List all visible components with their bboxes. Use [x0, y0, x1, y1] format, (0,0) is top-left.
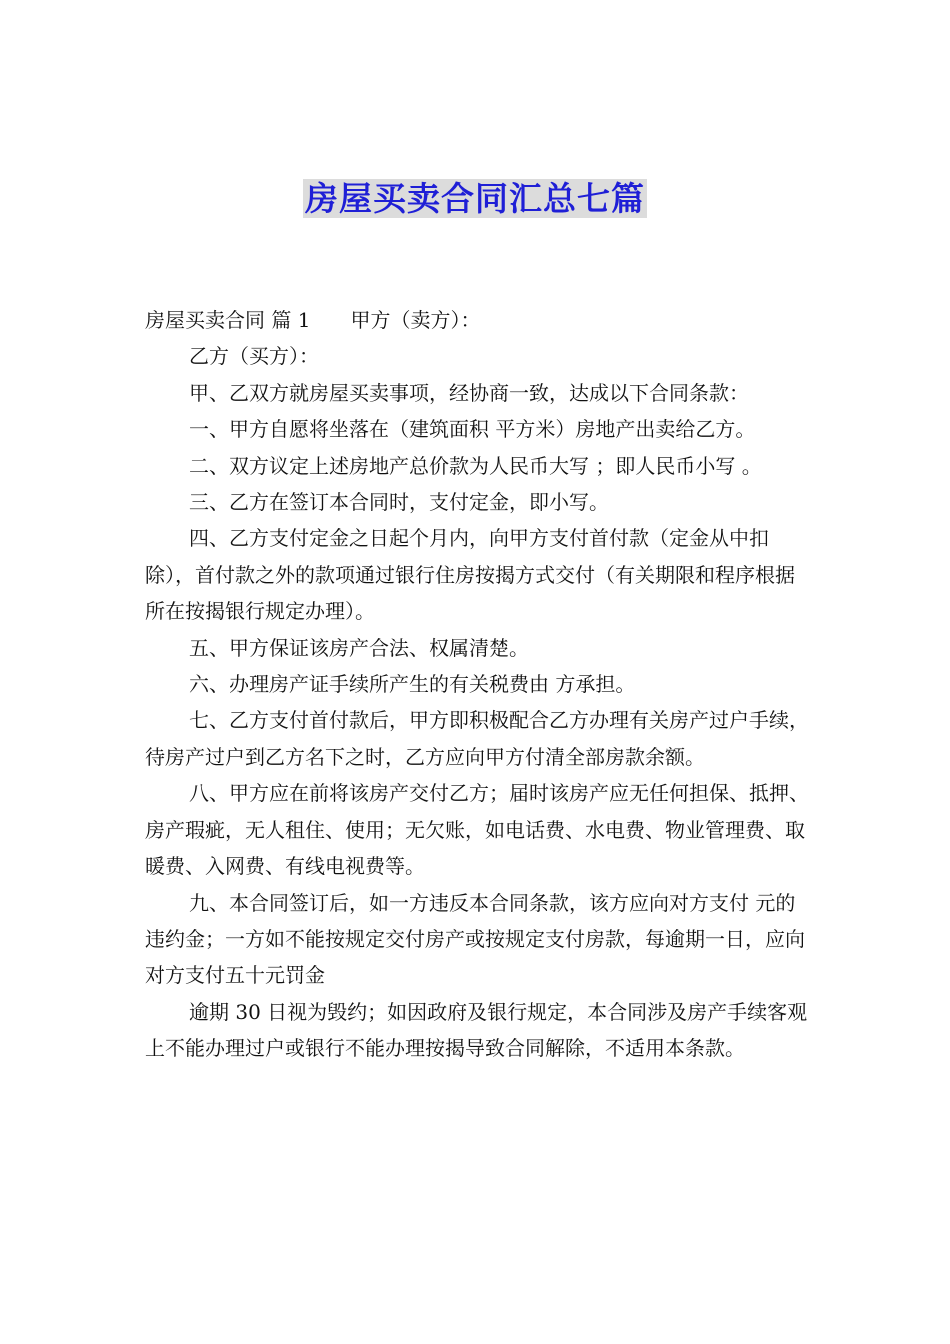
title-text: 房屋买卖合同汇总七篇 [305, 179, 645, 218]
contract-section-label: 房屋买卖合同 篇 1 [145, 308, 311, 332]
clause-4: 四、乙方支付定金之日起个月内，向甲方支付首付款（定金从中扣除），首付款之外的款项通过银行住房按揭方式交付（有关期限和程序根据所在按揭银行规定办理）。 [145, 526, 795, 624]
clause-6: 六、办理房产证手续所产生的有关税费由 方承担。 [189, 672, 636, 697]
party-a-label: 甲方（卖方）： [350, 308, 481, 332]
paragraph-party-b: 乙方（买方）： [189, 344, 319, 369]
contract-body [145, 302, 810, 1067]
clause-2: 二、双方议定上述房地产总价款为人民币大写 ；即人民币小写 。 [189, 453, 762, 478]
clause-8: 八、甲方应在前将该房产交付乙方；届时该房产应无任何担保、抵押、房产瑕疵，无人租住、使用；无欠账，如电话费、水电费、物业管理费、取暖费、入网费、有线电视费等。 [145, 781, 809, 879]
document-title [0, 176, 950, 222]
clause-7: 七、乙方支付首付款后，甲方即积极配合乙方办理有关房产过户手续，待房产过户到乙方名下之时，乙方应向甲方付清全部房款余额。 [145, 708, 809, 769]
contract-heading-line [145, 302, 810, 338]
clause-1: 一、甲方自愿将坐落在（建筑面积 平方米）房地产出卖给乙方。 [189, 417, 756, 442]
clause-9-continued: 逾期 30 日视为毁约；如因政府及银行规定，本合同涉及房产手续客观上不能办理过户或银行不能办理按揭导致合同解除，不适用本条款。 [145, 999, 808, 1061]
clause-3: 三、乙方在签订本合同时，支付定金，即小写。 [189, 490, 609, 515]
clause-5: 五、甲方保证该房产合法、权属清楚。 [189, 635, 529, 660]
clause-9: 九、本合同签订后，如一方违反本合同条款，该方应向对方支付 元的违约金；一方如不能按规定交付房产或按规定支付房款，每逾期一日，应向对方支付五十元罚金 [145, 890, 805, 988]
paragraph-intro: 甲、乙双方就房屋买卖事项，经协商一致，达成以下合同条款： [189, 380, 749, 405]
